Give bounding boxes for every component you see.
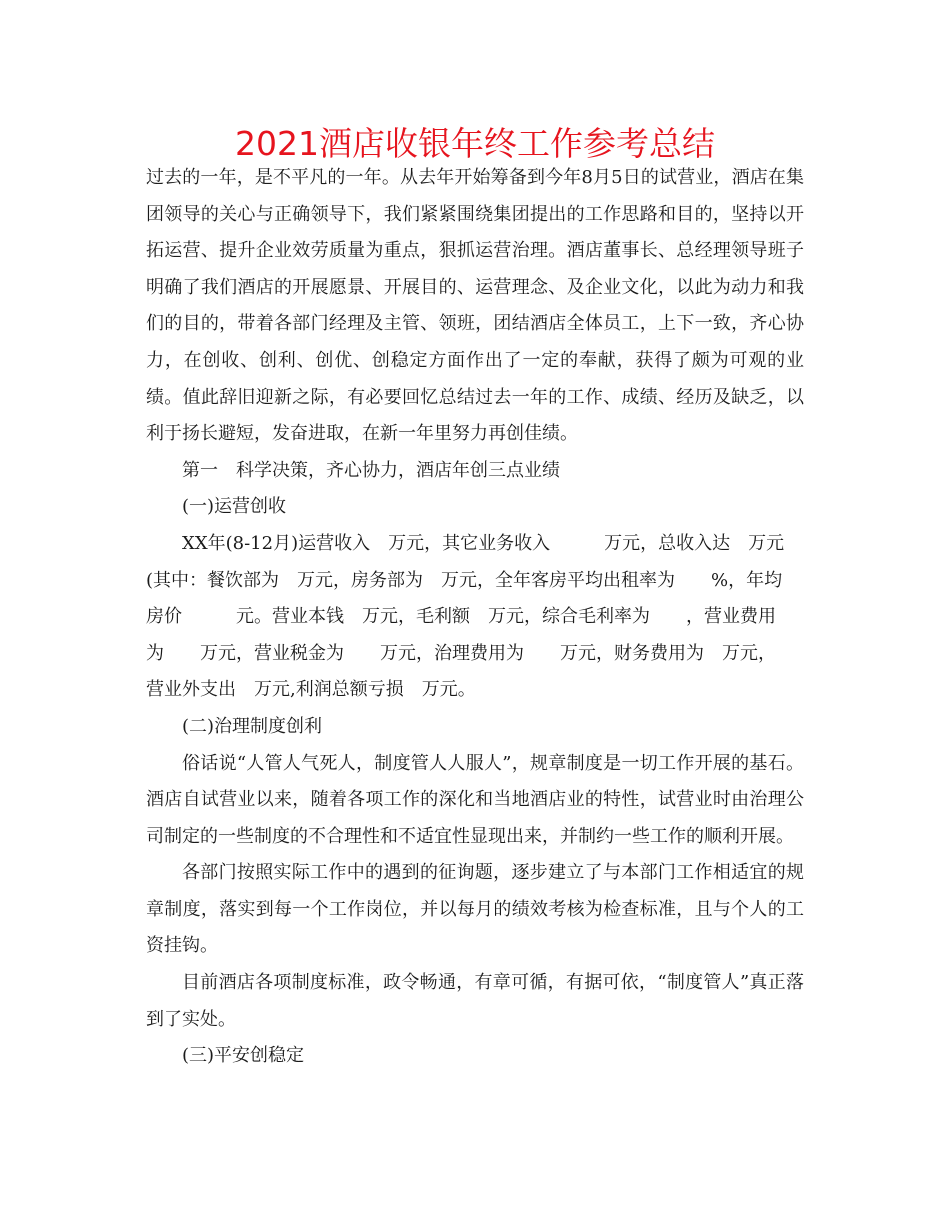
revenue-line: XX年(8-12月)运营收入 万元，其它业务收入 万元，总收入达 万元 <box>182 532 785 554</box>
body-paragraph: 俗话说“人管人气死人，制度管人人服人”，规章制度是一切工作开展的基石。酒店自试营业以来，随着各项工作的深化和当地酒店业的特性，试营业时由治理公司制定的一些制度的不合理性和不适宜性显现出来，并制约一些工作的顺利开展。 <box>146 752 804 847</box>
subsection-heading: (二)治理制度创利 <box>182 715 323 737</box>
subsection-heading: (一)运营创收 <box>182 496 287 518</box>
document-body <box>146 160 804 1075</box>
revenue-line: 营业外支出 万元,利润总额亏损 万元。 <box>146 679 476 701</box>
subsection-heading: (三)平安创稳定 <box>182 1045 305 1067</box>
revenue-line: 为 万元，营业税金为 万元，治理费用为 万元，财务费用为 万元， <box>146 642 776 664</box>
intro-paragraph: 过去的一年，是不平凡的一年。从去年开始筹备到今年8月5日的试营业，酒店在集团领导的关心与正确领导下，我们紧紧围绕集团提出的工作思路和目的，坚持以开拓运营、提升企业效劳质量为重点，狠抓运营治理。酒店董事长、总经理领导班子明确了我们酒店的开展愿景、开展目的、运营理念、及企业文化，以此为动力和我们的目的，带着各部门经理及主管、领班，团结酒店全体员工，上下一致，齐心协力，在创收、创利、创优、创稳定方面作出了一定的奉献，获得了颇为可观的业绩。值此辞旧迎新之际，有必要回忆总结过去一年的工作、成绩、经历及缺乏，以利于扬长避短，发奋进取，在新一年里努力再创佳绩。 <box>146 167 804 445</box>
body-paragraph: 目前酒店各项制度标准，政令畅通，有章可循，有据可依，“制度管人”真正落到了实处。 <box>146 972 804 1030</box>
body-paragraph: 各部门按照实际工作中的遇到的征询题，逐步建立了与本部门工作相适宜的规章制度，落实到每一个工作岗位，并以每月的绩效考核为检查标准，且与个人的工资挂钩。 <box>146 862 804 957</box>
document-title: 2021酒店收银年终工作参考总结 <box>235 124 715 163</box>
section-heading: 第一 科学决策，齐心协力，酒店年创三点业绩 <box>182 459 560 481</box>
revenue-line: (其中：餐饮部为 万元，房务部为 万元，全年客房平均出租率为 %，年均 <box>146 569 783 591</box>
revenue-line: 房价 元。营业本钱 万元，毛利额 万元，综合毛利率为 ，营业费用 <box>146 606 776 628</box>
